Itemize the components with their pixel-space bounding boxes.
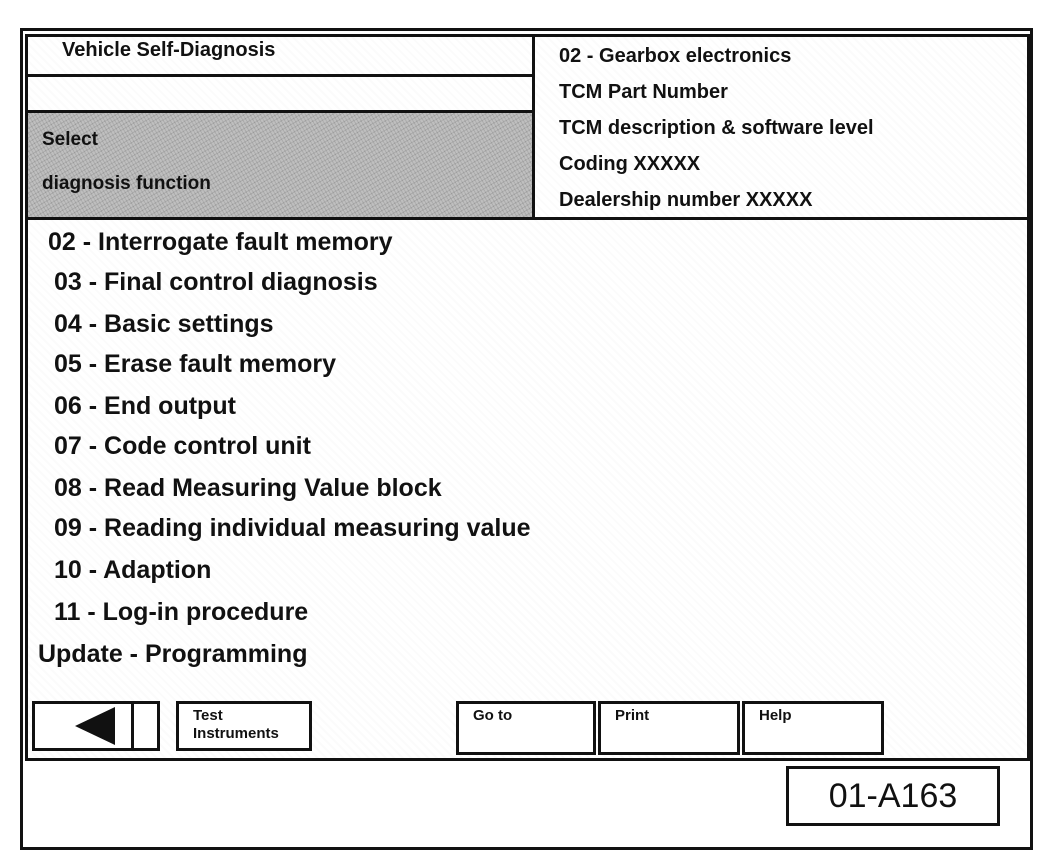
- info-coding: Coding XXXXX: [559, 153, 701, 175]
- help-button[interactable]: [742, 701, 884, 755]
- go-to-label: Go to: [473, 707, 513, 724]
- blank-status-field: [28, 77, 535, 113]
- test-instruments-label-line1: Test: [193, 707, 223, 724]
- test-instruments-label-line2: Instruments: [193, 725, 279, 742]
- back-button[interactable]: [32, 701, 160, 751]
- info-control-unit: 02 - Gearbox electronics: [559, 45, 792, 67]
- menu-item-update-programming[interactable]: Update - Programming: [38, 640, 308, 668]
- menu-item-adaption[interactable]: 10 - Adaption: [54, 556, 212, 584]
- print-button[interactable]: [598, 701, 740, 755]
- back-button-divider: [131, 704, 134, 748]
- go-to-button[interactable]: [456, 701, 596, 755]
- menu-item-final-control-diagnosis[interactable]: 03 - Final control diagnosis: [54, 268, 378, 296]
- menu-item-interrogate-fault-memory[interactable]: 02 - Interrogate fault memory: [48, 228, 393, 256]
- screen-title: Vehicle Self-Diagnosis: [28, 37, 535, 77]
- test-instruments-button[interactable]: [176, 701, 312, 751]
- print-label: Print: [615, 707, 650, 724]
- info-part-number: TCM Part Number: [559, 81, 728, 103]
- left-arrow-icon: [75, 707, 115, 745]
- menu-item-erase-fault-memory[interactable]: 05 - Erase fault memory: [54, 350, 337, 378]
- info-dealership: Dealership number XXXXX: [559, 189, 813, 211]
- menu-item-reading-individual-measuring-value[interactable]: 09 - Reading individual measuring value: [54, 514, 531, 542]
- info-description: TCM description & software level: [559, 117, 874, 139]
- menu-item-log-in-procedure[interactable]: 11 - Log-in procedure: [54, 598, 309, 626]
- diagnosis-function-list: [28, 220, 1027, 690]
- select-prompt-line1: Select: [42, 129, 98, 150]
- diagnosis-screen: [25, 34, 1030, 761]
- menu-item-basic-settings[interactable]: 04 - Basic settings: [54, 310, 274, 338]
- menu-item-read-measuring-value-block[interactable]: 08 - Read Measuring Value block: [54, 474, 442, 502]
- control-unit-info: [535, 37, 1027, 217]
- select-prompt-line2: diagnosis function: [42, 173, 211, 194]
- figure-code-label: 01-A163: [786, 766, 1000, 826]
- menu-item-end-output[interactable]: 06 - End output: [54, 392, 236, 420]
- select-prompt: [28, 113, 535, 217]
- menu-item-code-control-unit[interactable]: 07 - Code control unit: [54, 432, 311, 460]
- help-label: Help: [759, 707, 792, 724]
